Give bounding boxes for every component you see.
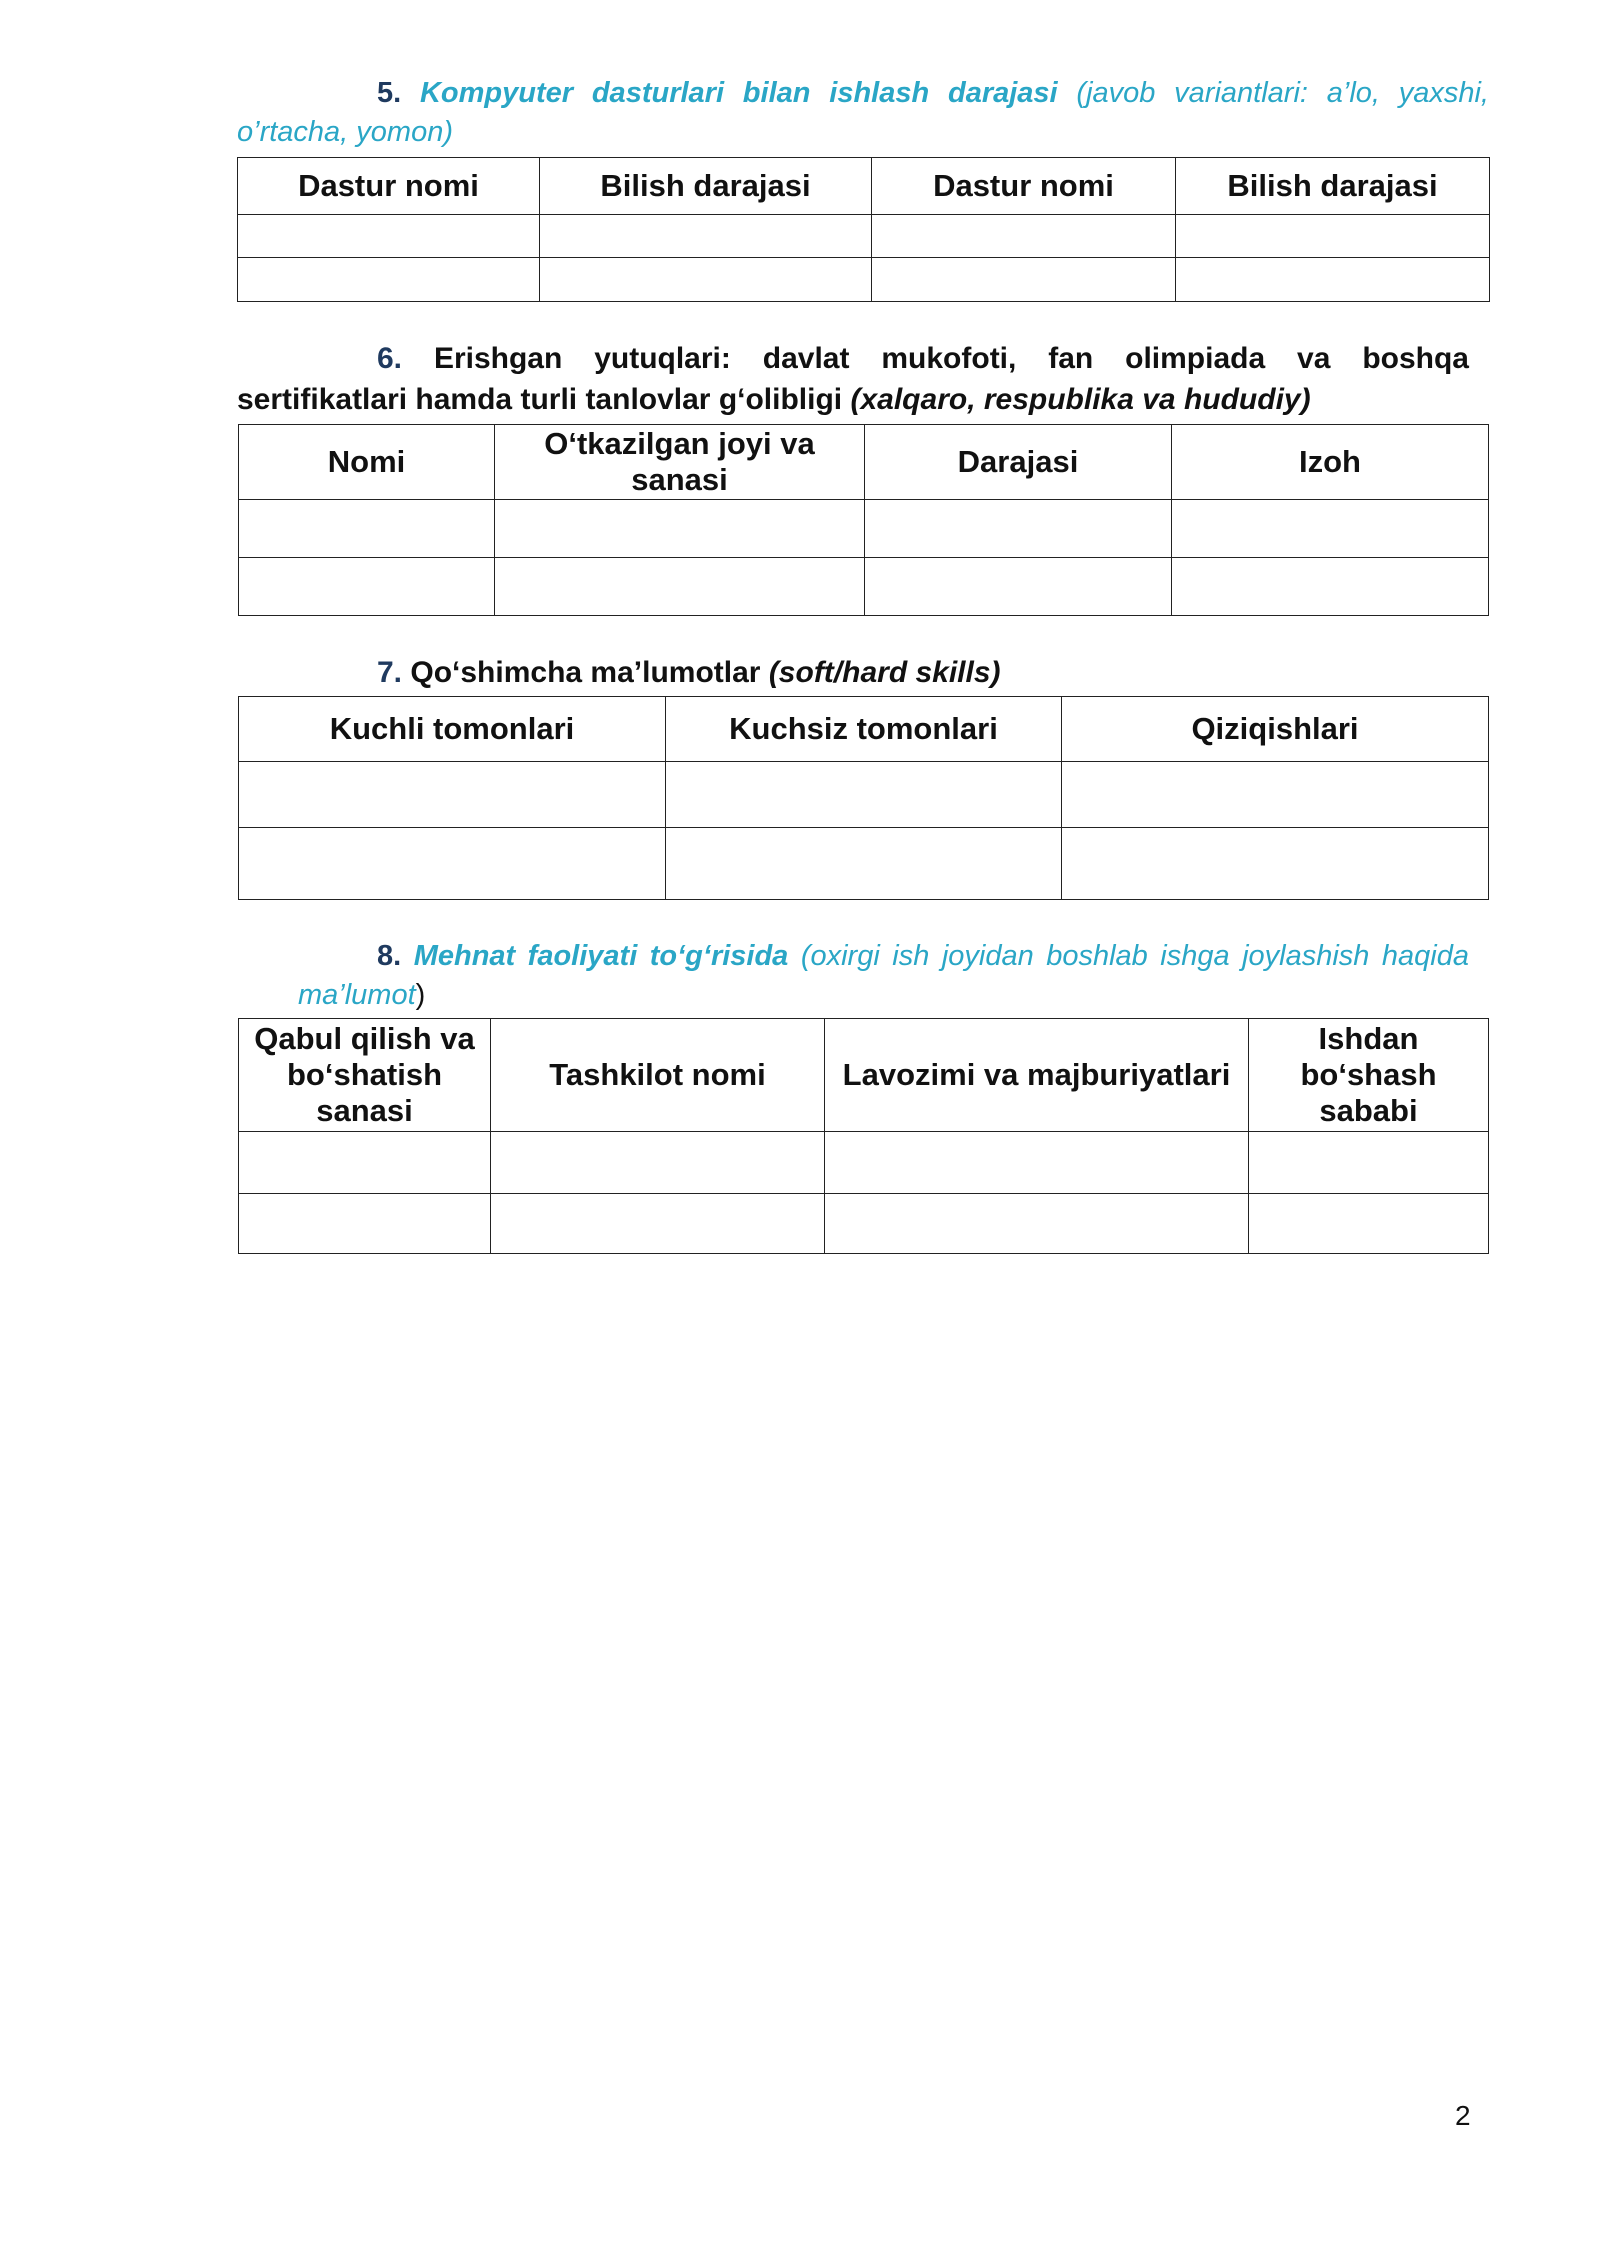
empty-cell[interactable] (1172, 558, 1489, 616)
section-8-heading-line1 (237, 936, 1469, 977)
table-row (239, 828, 1489, 900)
header-cell: Ishdan bo‘shash sababi (1249, 1019, 1489, 1132)
header-cell: Bilish darajasi (540, 158, 872, 215)
header-cell: Tashkilot nomi (491, 1019, 825, 1132)
table-row (239, 1132, 1489, 1194)
table-row (238, 215, 1490, 258)
section-5 (237, 73, 1489, 203)
section-7-heading (237, 652, 1489, 693)
header-cell: Darajasi (865, 425, 1172, 500)
empty-cell[interactable] (495, 500, 865, 558)
empty-cell[interactable] (239, 1194, 491, 1254)
section-8-heading-line2 (237, 977, 1469, 1013)
section-7-number: 7. (377, 656, 403, 689)
empty-cell[interactable] (238, 258, 540, 302)
section-6-title-line1: Erishgan yutuqlari: davlat mukofoti, fan olimpiada va boshqa (433, 342, 1469, 375)
section-6-note: (xalqaro, respublika va hududiy) (850, 383, 1311, 416)
empty-cell[interactable] (825, 1194, 1249, 1254)
empty-cell[interactable] (1172, 500, 1489, 558)
empty-cell[interactable] (239, 762, 666, 828)
table-row (239, 558, 1489, 616)
section-5-title: Kompyuter dasturlari bilan ishlash darajasi (419, 77, 1058, 109)
header-cell: Dastur nomi (872, 158, 1176, 215)
section-6-heading-line2 (237, 379, 1469, 420)
header-cell: O‘tkazilgan joyi va sanasi (495, 425, 865, 500)
header-cell: Kuchli tomonlari (239, 697, 666, 762)
section-8-note-line1: (oxirgi ish joyidan boshlab ishga joylashish haqida (800, 940, 1470, 972)
section-6-number: 6. (377, 342, 403, 375)
section-7-note: (soft/hard skills) (768, 656, 1001, 689)
empty-cell[interactable] (540, 258, 872, 302)
empty-cell[interactable] (825, 1132, 1249, 1194)
empty-cell[interactable] (491, 1194, 825, 1254)
section-6-table (238, 424, 1489, 616)
table-row (239, 1194, 1489, 1254)
empty-cell[interactable] (1249, 1132, 1489, 1194)
header-cell: Qabul qilish va bo‘shatish sanasi (239, 1019, 491, 1132)
empty-cell[interactable] (865, 500, 1172, 558)
section-8-note-line2: ma’lumot (298, 979, 416, 1011)
empty-cell[interactable] (239, 1132, 491, 1194)
section-8 (237, 936, 1469, 1013)
header-cell: Dastur nomi (238, 158, 540, 215)
empty-cell[interactable] (1176, 215, 1490, 258)
section-5-note-line1: (javob variantlari: a’lo, yaxshi, (1076, 77, 1489, 109)
section-5-number: 5. (377, 77, 402, 109)
empty-cell[interactable] (239, 828, 666, 900)
table-row (239, 500, 1489, 558)
header-cell: Kuchsiz tomonlari (666, 697, 1062, 762)
empty-cell[interactable] (540, 215, 872, 258)
header-cell: Lavozimi va majburiyatlari (825, 1019, 1249, 1132)
section-6-title-line2: sertifikatlari hamda turli tanlovlar g‘olibligi (237, 383, 843, 416)
header-cell: Nomi (239, 425, 495, 500)
empty-cell[interactable] (872, 258, 1176, 302)
table-header-row (239, 697, 1489, 762)
section-5-heading-line1 (237, 73, 1489, 114)
header-cell: Izoh (1172, 425, 1489, 500)
table-row (238, 258, 1490, 302)
empty-cell[interactable] (238, 215, 540, 258)
empty-cell[interactable] (1249, 1194, 1489, 1254)
section-6 (237, 338, 1469, 420)
table-header-row (239, 1019, 1489, 1132)
section-5-note-line2: o’rtacha, yomon) (237, 116, 453, 148)
page-number: 2 (1455, 2100, 1471, 2131)
header-cell: Qiziqishlari (1062, 697, 1489, 762)
section-8-note-close: ) (415, 979, 426, 1011)
empty-cell[interactable] (666, 762, 1062, 828)
empty-cell[interactable] (666, 828, 1062, 900)
empty-cell[interactable] (491, 1132, 825, 1194)
section-5-table (237, 157, 1490, 302)
empty-cell[interactable] (1062, 762, 1489, 828)
empty-cell[interactable] (865, 558, 1172, 616)
empty-cell[interactable] (239, 500, 495, 558)
section-8-number: 8. (377, 940, 402, 972)
section-5-heading-line2 (237, 114, 1489, 150)
empty-cell[interactable] (1176, 258, 1490, 302)
section-8-table (238, 1018, 1489, 1254)
header-cell: Bilish darajasi (1176, 158, 1490, 215)
section-6-heading-line1 (237, 338, 1469, 379)
empty-cell[interactable] (1062, 828, 1489, 900)
section-7-title: Qo‘shimcha ma’lumotlar (410, 656, 761, 689)
section-7-table (238, 696, 1489, 900)
table-header-row (238, 158, 1490, 215)
empty-cell[interactable] (239, 558, 495, 616)
section-7 (237, 652, 1489, 693)
empty-cell[interactable] (872, 215, 1176, 258)
table-header-row (239, 425, 1489, 500)
table-row (239, 762, 1489, 828)
empty-cell[interactable] (495, 558, 865, 616)
section-8-title: Mehnat faoliyati to‘g‘risida (413, 940, 789, 972)
